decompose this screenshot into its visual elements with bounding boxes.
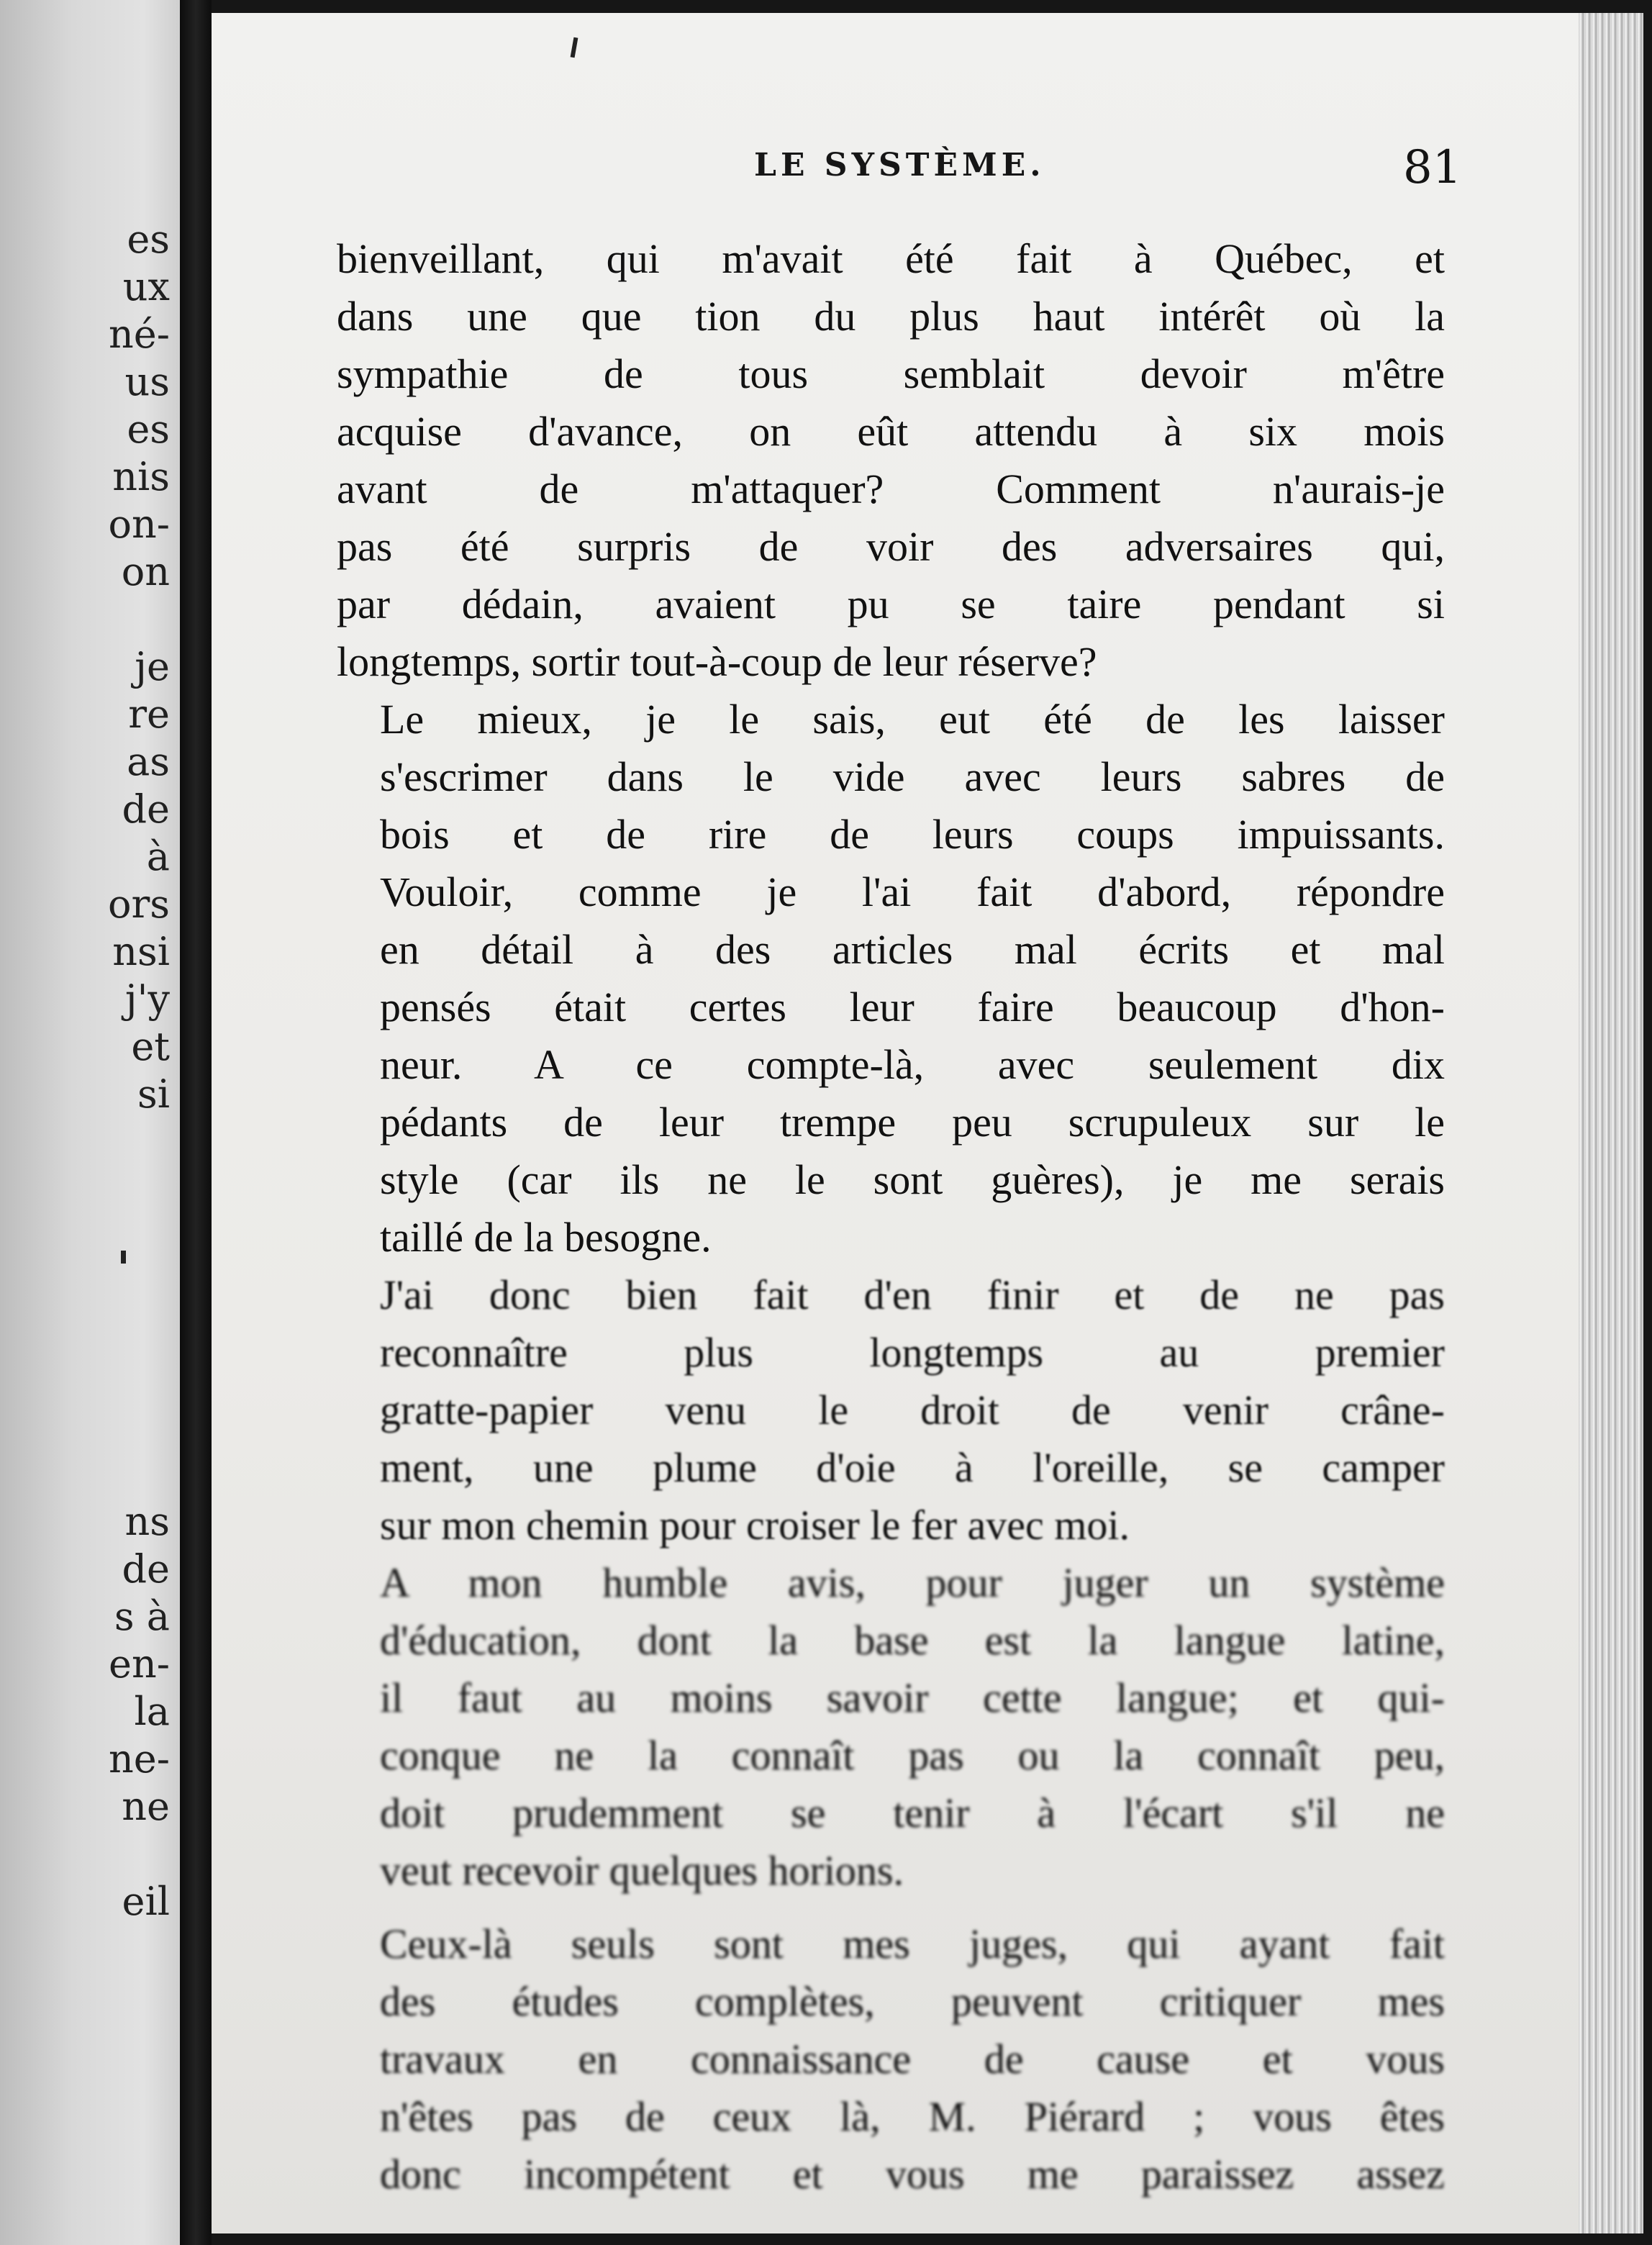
paragraph xyxy=(337,691,1445,1266)
facing-line: ne- xyxy=(109,1736,170,1782)
facing-line: es xyxy=(127,217,170,262)
text-line: bienveillant, qui m'avait été fait à Québec, et xyxy=(337,235,1445,282)
text-line: style (car ils ne le sont guères), je me serais xyxy=(380,1156,1445,1203)
text-line: n'êtes pas de ceux là, M. Piérard ; vous êtes xyxy=(380,2093,1445,2140)
text-line: sympathie de tous semblait devoir m'être xyxy=(337,350,1445,397)
ink-mark xyxy=(121,1251,126,1264)
facing-line: nis xyxy=(112,454,170,499)
text-line: des études complètes, peuvent critiquer mes xyxy=(380,1978,1445,2025)
facing-line: on- xyxy=(108,502,170,547)
facing-line xyxy=(26,1213,170,1261)
facing-line: eil xyxy=(122,1879,170,1924)
facing-line: as xyxy=(127,739,170,784)
text-line: avant de m'attaquer? Comment n'aurais-je xyxy=(337,466,1445,512)
facing-line xyxy=(26,1451,170,1498)
text-line: pas été surpris de voir des adversaires qui, xyxy=(337,523,1445,570)
facing-line: nsi xyxy=(112,929,170,974)
text-line: ment, une plume d'oie à l'oreille, se camper xyxy=(380,1444,1445,1491)
book-gutter xyxy=(180,0,212,2245)
text-line: sur mon chemin pour croiser le fer avec moi. xyxy=(380,1502,1130,1548)
facing-line xyxy=(26,1356,170,1403)
text-line: en détail à des articles mal écrits et mal xyxy=(380,926,1445,973)
text-line: d'éducation, dont la base est la langue latine, xyxy=(380,1617,1445,1664)
facing-line xyxy=(26,1261,170,1308)
paragraph xyxy=(337,1915,1445,2203)
facing-line: né- xyxy=(109,312,170,357)
text-line: pensés était certes leur faire beaucoup d'hon- xyxy=(380,984,1445,1030)
facing-line xyxy=(26,1308,170,1356)
facing-line: s à xyxy=(114,1594,170,1639)
body-text xyxy=(337,230,1445,2203)
text-line: veut recevoir quelques horions. xyxy=(380,1847,904,1894)
facing-line: es xyxy=(127,407,170,452)
facing-line: de xyxy=(122,1546,170,1592)
text-line: Le mieux, je le sais, eut été de les laisser xyxy=(380,696,1445,743)
facing-line: la xyxy=(134,1689,170,1734)
facing-line: ne xyxy=(122,1784,170,1829)
facing-line: et xyxy=(131,1024,170,1069)
facing-line: si xyxy=(137,1071,170,1117)
text-line: pédants de leur trempe peu scrupuleux sur le xyxy=(380,1099,1445,1146)
text-line: par dédain, avaient pu se taire pendant si xyxy=(337,581,1445,627)
text-line: donc incompétent et vous me paraissez assez xyxy=(380,2151,1445,2198)
text-line: taillé de la besogne. xyxy=(380,1214,712,1261)
paragraph xyxy=(337,230,1445,691)
text-line: travaux en connaissance de cause et vous xyxy=(380,2036,1445,2082)
text-line: A mon humble avis, pour juger un système xyxy=(380,1559,1445,1606)
facing-line: de xyxy=(122,786,170,832)
facing-line xyxy=(26,1118,170,1166)
facing-line: je xyxy=(135,644,170,689)
facing-page-line-ends xyxy=(26,216,170,1926)
facing-line xyxy=(26,1831,170,1878)
facing-line xyxy=(26,596,170,643)
facing-line: ns xyxy=(124,1499,170,1544)
facing-line: en- xyxy=(109,1641,170,1687)
page-edges xyxy=(1579,13,1643,2233)
facing-line: re xyxy=(128,691,170,737)
text-line: longtemps, sortir tout-à-coup de leur réserve? xyxy=(337,638,1097,685)
paragraph xyxy=(337,1266,1445,1554)
text-line: J'ai donc bien fait d'en finir et de ne pas xyxy=(380,1271,1445,1318)
facing-line: à xyxy=(146,834,170,879)
facing-line: on xyxy=(121,549,170,594)
text-line: acquise d'avance, on eût attendu à six mois xyxy=(337,408,1445,455)
text-line: reconnaître plus longtemps au premier xyxy=(380,1329,1445,1376)
text-line: conque ne la connaît pas ou la connaît peu, xyxy=(380,1732,1445,1779)
paragraph xyxy=(337,1554,1445,1900)
facing-line xyxy=(26,1166,170,1213)
facing-line: us xyxy=(124,359,170,404)
text-line: Ceux-là seuls sont mes juges, qui ayant fait xyxy=(380,1920,1445,1967)
facing-line: ux xyxy=(122,264,170,309)
text-line: s'escrimer dans le vide avec leurs sabres de xyxy=(380,753,1445,800)
text-line: doit prudemment se tenir à l'écart s'il ne xyxy=(380,1790,1445,1836)
text-line: gratte-papier venu le droit de venir crâne- xyxy=(380,1387,1445,1433)
text-line: dans une que tion du plus haut intérêt où la xyxy=(337,293,1445,340)
facing-line: j'y xyxy=(124,976,170,1022)
text-line: bois et de rire de leurs coups impuissants. xyxy=(380,811,1445,858)
text-line: neur. A ce compte-là, avec seulement dix xyxy=(380,1041,1445,1088)
text-line: il faut au moins savoir cette langue; et qui- xyxy=(380,1674,1445,1721)
running-head: LE SYSTÈME. xyxy=(754,147,1045,183)
text-line: Vouloir, comme je l'ai fait d'abord, répondre xyxy=(380,868,1445,915)
facing-line: ors xyxy=(107,881,170,927)
facing-page-fragment xyxy=(0,0,180,2245)
facing-line xyxy=(26,1403,170,1451)
page-number: 81 xyxy=(1403,141,1462,194)
